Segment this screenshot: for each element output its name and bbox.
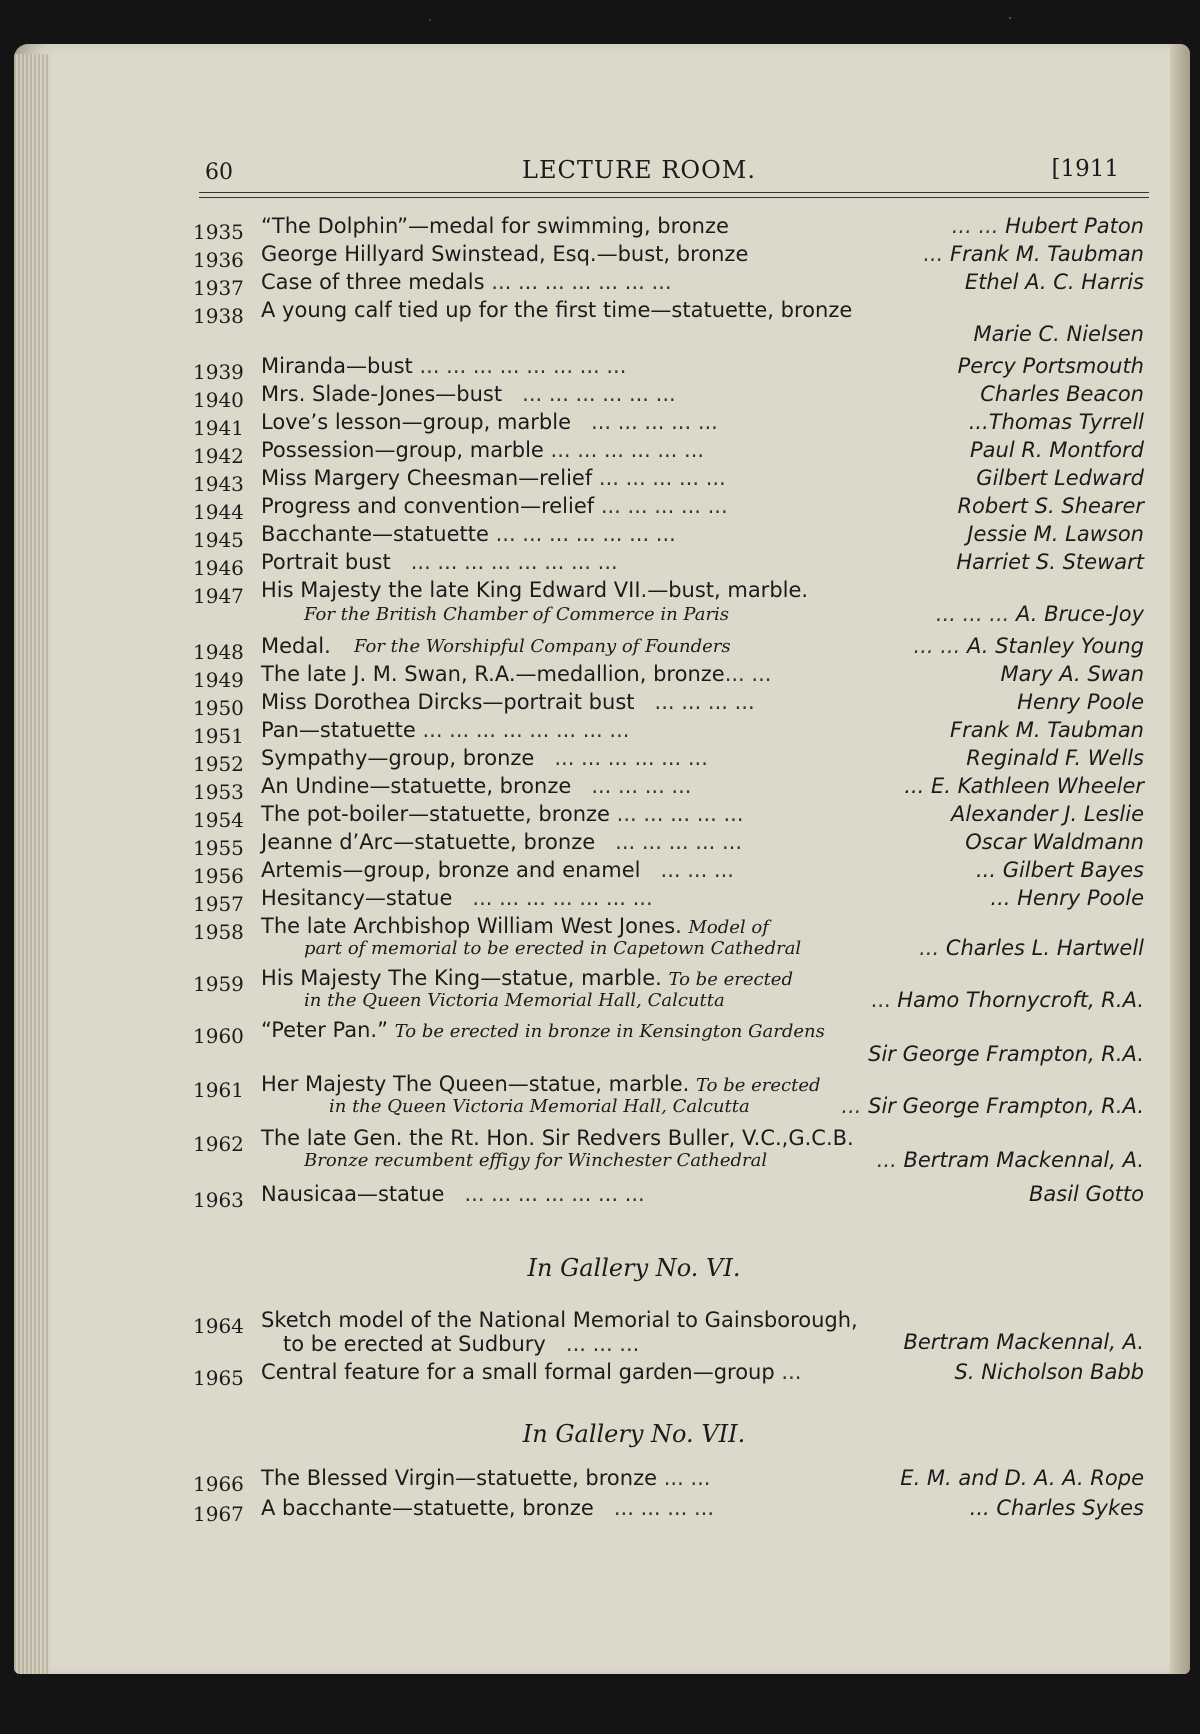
- entry-title: “The Dolphin”—medal for swimming, bronze: [261, 214, 729, 238]
- catalogue-entry: [193, 746, 1149, 777]
- entry-number: 1943: [193, 472, 244, 496]
- entry-artist: Mary A. Swan: [1000, 662, 1144, 686]
- entry-artist: ... Charles Sykes: [969, 1496, 1144, 1520]
- header-rule-top: [199, 192, 1149, 193]
- entry-title: His Majesty the late King Edward VII.—bust, marble.: [261, 578, 809, 602]
- entry-note-inline: To be erected in bronze in Kensington Gardens: [394, 1021, 825, 1042]
- entry-number: 1940: [193, 388, 244, 412]
- entry-number: 1949: [193, 668, 244, 692]
- entry-note: in the Queen Victoria Memorial Hall, Calcutta: [304, 990, 725, 1011]
- entry-title: Miss Margery Cheesman—relief ... ... ... ... ...: [261, 466, 726, 490]
- catalogue-entry: [193, 634, 1149, 665]
- entry-number: 1938: [193, 304, 244, 328]
- entry-number: 1953: [193, 780, 244, 804]
- entry-title: Nausicaa—statue ... ... ... ... ... ... ...: [261, 1182, 645, 1206]
- entry-title: Medal.: [261, 634, 331, 658]
- page-gutter: [1170, 44, 1190, 1674]
- entry-title: The Blessed Virgin—statuette, bronze ... ...: [261, 1466, 711, 1490]
- entry-number: 1958: [193, 920, 244, 944]
- entry-title: Portrait bust ... ... ... ... ... ... ... ...: [261, 550, 618, 574]
- page-header: [199, 152, 1159, 192]
- entry-number: 1957: [193, 892, 244, 916]
- book-page: [14, 44, 1190, 1674]
- entry-note: For the British Chamber of Commerce in Paris: [304, 604, 730, 625]
- catalogue-entry: [193, 354, 1149, 385]
- entry-number: 1960: [193, 1024, 244, 1048]
- entry-number: 1967: [193, 1502, 244, 1526]
- catalogue-entry: [193, 550, 1149, 581]
- entry-note: part of memorial to be erected in Capetown Cathedral: [304, 938, 802, 959]
- catalogue-entry: [193, 382, 1149, 413]
- entry-note: For the Worshipful Company of Founders: [354, 636, 731, 657]
- catalogue-entry: [193, 662, 1149, 693]
- catalogue-entry: [193, 1308, 1149, 1360]
- entry-artist: Bertram Mackennal, A.: [903, 1330, 1144, 1354]
- entry-note-inline: Model of: [688, 917, 769, 938]
- entry-artist: Charles Beacon: [980, 382, 1144, 406]
- entry-title: Central feature for a small formal garden—group ...: [261, 1360, 802, 1384]
- entry-title: Possession—group, marble ... ... ... ... ... ...: [261, 438, 705, 462]
- entry-number: 1936: [193, 248, 244, 272]
- entry-artist: Basil Gotto: [1029, 1182, 1144, 1206]
- entry-artist: Gilbert Ledward: [976, 466, 1144, 490]
- entry-title: Case of three medals ... ... ... ... ... ... ...: [261, 270, 672, 294]
- entry-number: 1955: [193, 836, 244, 860]
- entry-artist: E. M. and D. A. A. Rope: [900, 1466, 1144, 1490]
- entry-artist: Frank M. Taubman: [950, 718, 1144, 742]
- entry-title: Sketch model of the National Memorial to Gainsborough,: [261, 1308, 858, 1332]
- catalogue-entry: [193, 1496, 1149, 1527]
- entry-artist: ...Thomas Tyrrell: [968, 410, 1144, 434]
- entry-number: 1963: [193, 1188, 244, 1212]
- entry-number: 1952: [193, 752, 244, 776]
- catalogue-entry: [193, 886, 1149, 917]
- entry-artist: Jessie M. Lawson: [967, 522, 1144, 546]
- entry-artist: Ethel A. C. Harris: [964, 270, 1144, 294]
- catalogue-entry: [193, 858, 1149, 889]
- catalogue-entry: [193, 1018, 1149, 1070]
- entry-artist: Alexander J. Leslie: [951, 802, 1144, 826]
- entry-artist: ... Bertram Mackennal, A.: [876, 1148, 1144, 1172]
- entry-artist: ... ... A. Stanley Young: [913, 634, 1144, 658]
- entry-note-inline: To be erected: [696, 1075, 821, 1096]
- entry-artist: S. Nicholson Babb: [954, 1360, 1144, 1384]
- entry-title: Hesitancy—statue ... ... ... ... ... ... ...: [261, 886, 653, 910]
- entry-number: 1937: [193, 276, 244, 300]
- entry-number: 1954: [193, 808, 244, 832]
- entry-title: Sympathy—group, bronze ... ... ... ... ... ...: [261, 746, 708, 770]
- entry-number: 1950: [193, 696, 244, 720]
- entry-title-continued: to be erected at Sudbury ... ... ...: [283, 1332, 640, 1356]
- entry-number: 1964: [193, 1314, 244, 1338]
- entry-number: 1946: [193, 556, 244, 580]
- year-marker: [1911: [1051, 156, 1119, 182]
- entry-number: 1956: [193, 864, 244, 888]
- entry-number: 1951: [193, 724, 244, 748]
- catalogue-entry: [193, 718, 1149, 749]
- entry-artist: ... Sir George Frampton, R.A.: [841, 1094, 1144, 1118]
- entry-number: 1961: [193, 1078, 244, 1102]
- catalogue-entry: [193, 494, 1149, 525]
- entry-title: Jeanne d’Arc—statuette, bronze ... ... ... ... ...: [261, 830, 743, 854]
- catalogue-entry: [193, 270, 1149, 301]
- entry-number: 1966: [193, 1472, 244, 1496]
- catalogue-entry: [193, 298, 1149, 354]
- entry-number: 1941: [193, 416, 244, 440]
- catalogue-entry: [193, 1466, 1149, 1497]
- entry-number: 1962: [193, 1132, 244, 1156]
- entry-title: Her Majesty The Queen—statue, marble. To be erected: [261, 1072, 821, 1096]
- entry-number: 1935: [193, 220, 244, 244]
- entry-artist: Sir George Frampton, R.A.: [868, 1042, 1144, 1066]
- entry-artist: ... Charles L. Hartwell: [919, 936, 1144, 960]
- catalogue-entry: [193, 1182, 1149, 1213]
- entry-artist: ... Henry Poole: [990, 886, 1144, 910]
- entry-title: Mrs. Slade-Jones—bust ... ... ... ... ... ...: [261, 382, 676, 406]
- catalogue-entry: [193, 242, 1149, 273]
- catalogue-entry: [193, 1126, 1149, 1178]
- entry-title: The late Gen. the Rt. Hon. Sir Redvers Buller, V.C.,G.C.B.: [261, 1126, 854, 1150]
- catalogue-entry: [193, 966, 1149, 1016]
- entry-title: “Peter Pan.” To be erected in bronze in Kensington Gardens: [261, 1018, 825, 1042]
- entry-artist: Reginald F. Wells: [966, 746, 1144, 770]
- entry-artist: ... Hamo Thornycroft, R.A.: [870, 988, 1144, 1012]
- entry-title: The late J. M. Swan, R.A.—medallion, bronze... ...: [261, 662, 772, 686]
- entry-number: 1939: [193, 360, 244, 384]
- catalogue-entry: [193, 802, 1149, 833]
- entry-artist: ... E. Kathleen Wheeler: [904, 774, 1144, 798]
- entry-number: 1948: [193, 640, 244, 664]
- entry-title: His Majesty The King—statue, marble. To be erected: [261, 966, 793, 990]
- catalogue-entry: [193, 466, 1149, 497]
- entry-note: Bronze recumbent effigy for Winchester Cathedral: [304, 1150, 768, 1171]
- entry-number: 1944: [193, 500, 244, 524]
- page-stack-edge: [14, 54, 50, 1674]
- header-rule-bottom: [199, 197, 1149, 198]
- entry-number: 1945: [193, 528, 244, 552]
- entry-artist: ... Gilbert Bayes: [976, 858, 1144, 882]
- entry-artist: Henry Poole: [1017, 690, 1144, 714]
- catalogue-entry: [193, 1360, 1149, 1391]
- entry-artist: ... ... ... A. Bruce-Joy: [935, 602, 1144, 626]
- catalogue-entry: [193, 438, 1149, 469]
- entry-artist: Percy Portsmouth: [957, 354, 1144, 378]
- entry-note: in the Queen Victoria Memorial Hall, Calcutta: [329, 1096, 750, 1117]
- entry-number: 1959: [193, 972, 244, 996]
- entry-title: Progress and convention—relief ... ... ... ... ...: [261, 494, 728, 518]
- entry-title: The late Archbishop William West Jones. Model of: [261, 914, 769, 938]
- entry-number: 1947: [193, 584, 244, 608]
- entry-artist: Harriet S. Stewart: [956, 550, 1144, 574]
- catalogue-entry: [193, 410, 1149, 441]
- entry-title: A bacchante—statuette, bronze ... ... ... ...: [261, 1496, 714, 1520]
- page-number: 60: [205, 160, 233, 185]
- entry-artist: Paul R. Montford: [969, 438, 1144, 462]
- entry-artist: Robert S. Shearer: [957, 494, 1144, 518]
- entry-title: Pan—statuette ... ... ... ... ... ... ... ...: [261, 718, 630, 742]
- entry-title: Artemis—group, bronze and enamel ... ... ...: [261, 858, 734, 882]
- entry-title: Miss Dorothea Dircks—portrait bust ... ... ... ...: [261, 690, 755, 714]
- entry-artist: ... ... Hubert Paton: [951, 214, 1144, 238]
- entry-artist: Marie C. Nielsen: [973, 322, 1144, 346]
- entry-number: 1965: [193, 1366, 244, 1390]
- entry-title: The pot-boiler—statuette, bronze ... ... ... ... ...: [261, 802, 744, 826]
- catalogue-entry: [193, 690, 1149, 721]
- catalogue-entry: [193, 1072, 1149, 1122]
- catalogue-entry: [193, 214, 1149, 245]
- catalogue-entry: [193, 830, 1149, 861]
- entry-title: Love’s lesson—group, marble ... ... ... ... ...: [261, 410, 718, 434]
- entry-title: Bacchante—statuette ... ... ... ... ... ... ...: [261, 522, 676, 546]
- catalogue-entry: [193, 774, 1149, 805]
- entry-number: 1942: [193, 444, 244, 468]
- catalogue-entry: [193, 578, 1149, 634]
- entry-artist: ... Frank M. Taubman: [923, 242, 1144, 266]
- entry-title: A young calf tied up for the first time—statuette, bronze: [261, 298, 853, 322]
- entry-title: Miranda—bust ... ... ... ... ... ... ... ...: [261, 354, 627, 378]
- entry-note-inline: To be erected: [668, 969, 793, 990]
- entry-title: An Undine—statuette, bronze ... ... ... ...: [261, 774, 692, 798]
- entry-title: George Hillyard Swinstead, Esq.—bust, bronze: [261, 242, 749, 266]
- catalogue-entry: [193, 522, 1149, 553]
- section-heading-gallery-vii: In Gallery No. VII.: [522, 1420, 746, 1448]
- entry-artist: Oscar Waldmann: [965, 830, 1144, 854]
- catalogue-entry: [193, 914, 1149, 966]
- section-heading-gallery-vi: In Gallery No. VI.: [527, 1254, 741, 1282]
- running-head: LECTURE ROOM.: [522, 156, 756, 184]
